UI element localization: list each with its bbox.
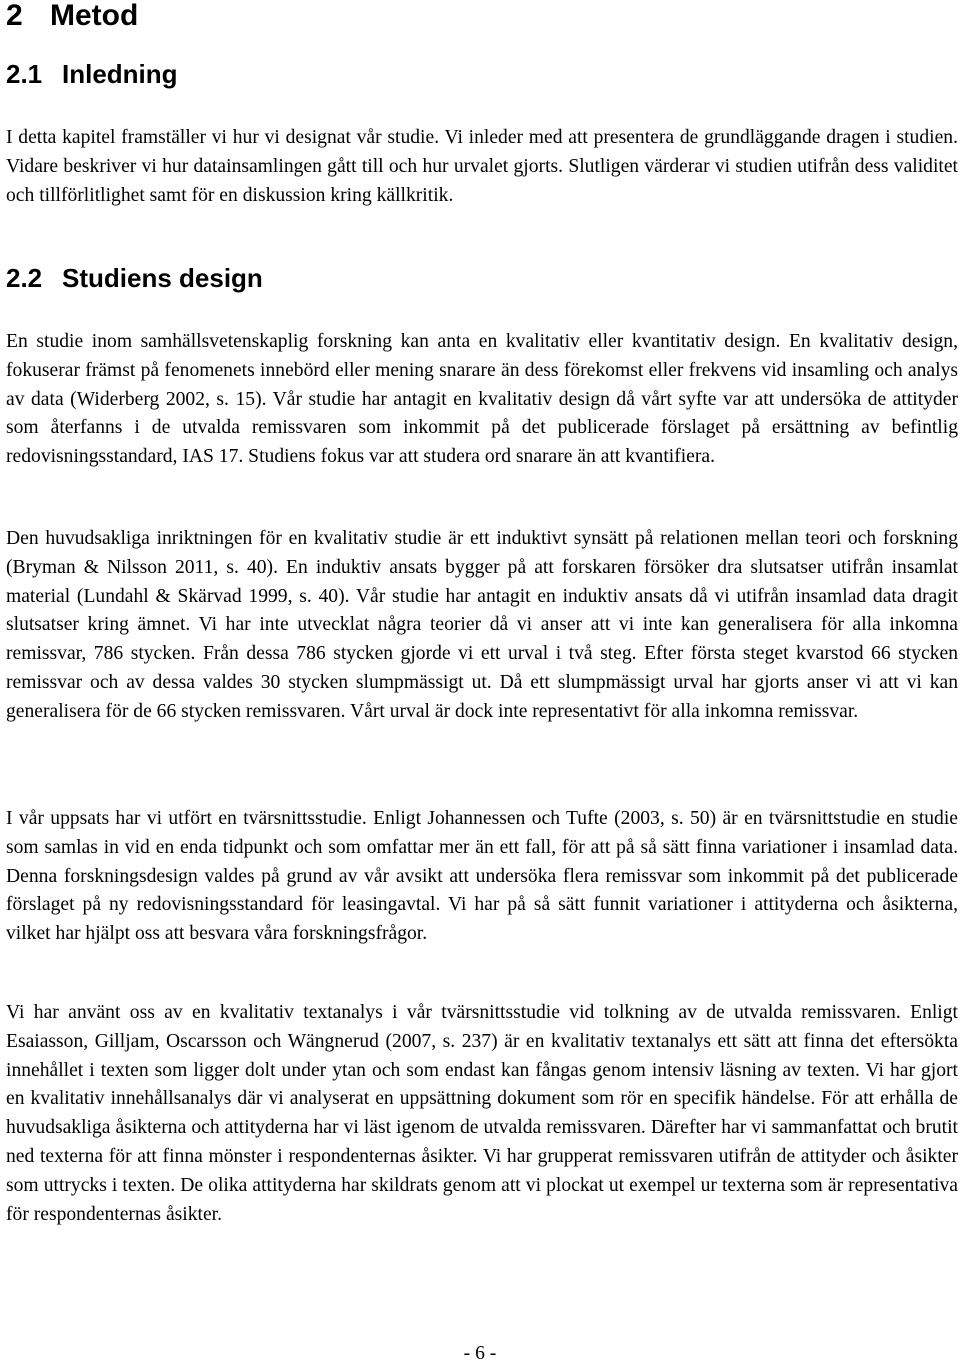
paragraph-design-2: Den huvudsakliga inriktningen för en kvalitativ studie är ett induktivt synsätt på relationen mellan teori och forskning (Bryman & Nilsson 2011, s. 40). En induktiv ansats bygger på att forskaren försöker dra slutsatser utifrån insamlat material (Lundahl & Skärvad 1999, s. 40). Vår studie har antagit en induktiv ansats då vi utifrån insamlad data dragit slutsatser kring ämnet. Vi har inte utvecklat några teorier då vi anser att vi inte kan generalisera för alla inkomna remissvar, 786 stycken. Från dessa 786 stycken gjorde vi ett urval i två steg. Efter första steget kvarstod 66 stycken remissvar och av dessa valdes 30 stycken slumpmässigt ut. Då ett slumpmässigt urval har gjorts anser vi att vi kan generalisera för de 66 stycken remissvaren. Vårt urval är dock inte representativt för alla inkomna remissvar. bbox=[6, 528, 958, 722]
section-number: 2.1 bbox=[6, 59, 43, 89]
paragraph-design-3: I vår uppsats har vi utfört en tvärsnittsstudie. Enligt Johannessen och Tufte (2003, s. 50) är en tvärsnittstudie en studie som samlas in vid en enda tidpunkt och som omfattar mer än ett fall, för att på så sätt finna variationer i insamlad data. Denna forskningsdesign valdes på grund av vår avsikt att undersöka flera remissvar som inkommit på det publicerade förslaget på ny redovisningsstandard för leasingavtal. Vi har på så sätt funnit variationer i attityderna och åsikterna, vilket har hjälpt oss att besvara våra forskningsfrågor. bbox=[6, 808, 958, 945]
section-title: Studiens design bbox=[62, 263, 263, 293]
section-number: 2.2 bbox=[6, 263, 43, 293]
section-title: Inledning bbox=[62, 59, 178, 89]
chapter-heading bbox=[6, 0, 138, 34]
paragraph-design-1: En studie inom samhällsvetenskaplig forskning kan anta en kvalitativ eller kvantitativ design. En kvalitativ design, fokuserar främst på fenomenets innebörd eller mening snarare än dess förekomst eller frekvens vid insamling och analys av data (Widerberg 2002, s. 15). Vår studie har antagit en kvalitativ design då vårt syfte var att undersöka de attityder som återfanns i de utvalda remissvaren som inkommit på det publicerade förslaget på ersättning av befintlig redovisningsstandard, IAS 17. Studiens fokus var att studera ord snarare än att kvantifiera. bbox=[6, 331, 958, 468]
chapter-title: Metod bbox=[50, 0, 139, 32]
section-heading-studiens-design bbox=[6, 262, 263, 294]
chapter-number: 2 bbox=[6, 0, 23, 32]
paragraph-design-4: Vi har använt oss av en kvalitativ textanalys i vår tvärsnittsstudie vid tolkning av de utvalda remissvaren. Enligt Esaiasson, Gilljam, Oscarsson och Wängnerud (2007, s. 237) är en kvalitativ textanalys ett sätt att finna det eftersökta innehållet i texten som ligger dolt under ytan och som endast kan fångas genom intensiv läsning av texten. Vi har gjort en kvalitativ innehållsanalys där vi analyserat en uppsättning dokument som rör en specifik händelse. För att erhålla de huvudsakliga åsikterna och attityderna har vi läst igenom de utvalda remissvaren. Därefter har vi sammanfattat och brutit ned texterna för att finna mönster i respondenternas åsikter. Vi har grupperat remissvaren utifrån de attityder och åsikter som uttrycks i texten. De olika attityderna har skildrats genom att vi plockat ut exempel ur texterna som är representativa för respondenternas åsikter. bbox=[6, 1002, 958, 1225]
paragraph-inledning: I detta kapitel framställer vi hur vi designat vår studie. Vi inleder med att presentera de grundläggande dragen i studien. Vidare beskriver vi hur datainsamlingen gått till och hur urvalet gjorts. Slutligen värderar vi studien utifrån dess validitet och tillförlitlighet samt för en diskussion kring källkritik. bbox=[6, 127, 958, 206]
section-heading-inledning bbox=[6, 58, 178, 90]
page-number: - 6 - bbox=[463, 1343, 497, 1364]
